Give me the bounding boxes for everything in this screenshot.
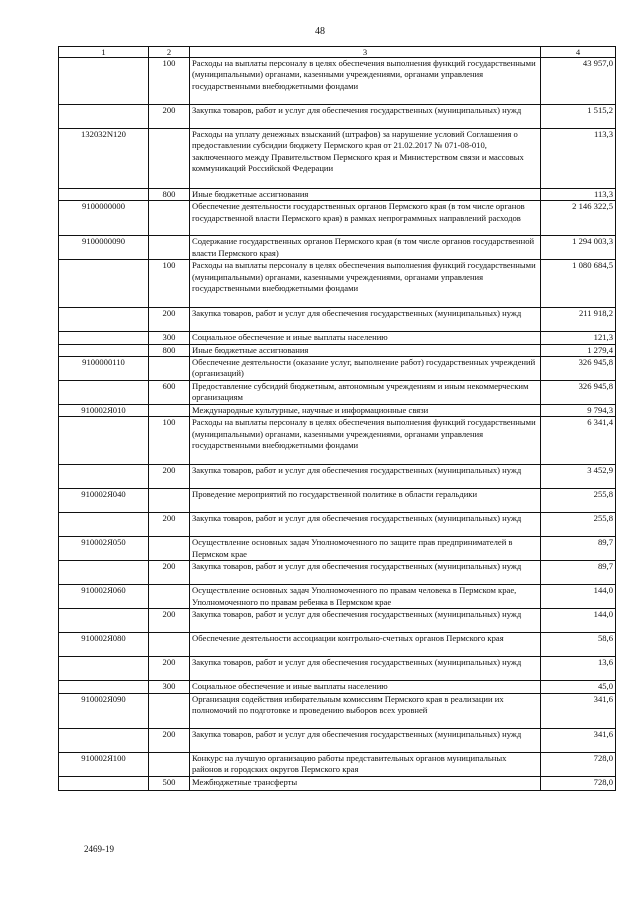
- amount-value: 43 957,0: [541, 58, 616, 105]
- target-article-code: [59, 681, 149, 693]
- expense-description: Расходы на выплаты персоналу в целях обеспечения выполнения функций государственными (муниципальными) органами, казенными учреждениями, органами управления государственными внебюджетными фондами: [190, 58, 541, 105]
- target-article-code: 9100000000: [59, 201, 149, 236]
- table-row: [59, 405, 616, 417]
- amount-value: 58,6: [541, 633, 616, 657]
- expense-description: Международные культурные, научные и информационные связи: [190, 405, 541, 417]
- expense-type-code: 300: [149, 332, 190, 344]
- table-row: [59, 561, 616, 585]
- expense-description: Закупка товаров, работ и услуг для обеспечения государственных (муниципальных) нужд: [190, 308, 541, 332]
- table-row: [59, 513, 616, 537]
- amount-value: 1 279,4: [541, 344, 616, 356]
- target-article-code: [59, 58, 149, 105]
- expense-type-code: 200: [149, 609, 190, 633]
- amount-value: 113,3: [541, 189, 616, 201]
- expense-type-code: 200: [149, 728, 190, 752]
- table-row: [59, 633, 616, 657]
- expense-description: Закупка товаров, работ и услуг для обеспечения государственных (муниципальных) нужд: [190, 513, 541, 537]
- expense-type-code: 200: [149, 308, 190, 332]
- budget-table: [58, 46, 616, 791]
- amount-value: 728,0: [541, 776, 616, 790]
- amount-value: 45,0: [541, 681, 616, 693]
- target-article-code: 910002Я100: [59, 752, 149, 776]
- amount-value: 211 918,2: [541, 308, 616, 332]
- table-row: [59, 201, 616, 236]
- column-header-4: 4: [541, 47, 616, 58]
- target-article-code: [59, 344, 149, 356]
- expense-description: Расходы на выплаты персоналу в целях обеспечения выполнения функций государственными (муниципальными) органами, казенными учреждениями, органами управления государственными внебюджетными фондами: [190, 260, 541, 308]
- target-article-code: [59, 776, 149, 790]
- amount-value: 255,8: [541, 489, 616, 513]
- table-row: [59, 58, 616, 105]
- amount-value: 341,6: [541, 728, 616, 752]
- amount-value: 89,7: [541, 561, 616, 585]
- target-article-code: 9100000110: [59, 357, 149, 381]
- target-article-code: [59, 260, 149, 308]
- expense-description: Расходы на уплату денежных взысканий (штрафов) за нарушение условий Соглашения о предоставлении субсидии бюджету Пермского края от 21.02.2017 № 071-08-010, заключенного между Правительством Пермского края и Министерством связи и массовых коммуникаций Российской Федерации: [190, 129, 541, 189]
- expense-type-code: 100: [149, 417, 190, 465]
- target-article-code: 132032N120: [59, 129, 149, 189]
- table-row: [59, 465, 616, 489]
- expense-type-code: [149, 201, 190, 236]
- expense-description: Иные бюджетные ассигнования: [190, 344, 541, 356]
- amount-value: 144,0: [541, 609, 616, 633]
- expense-description: Предоставление субсидий бюджетным, автономным учреждениям и иным некоммерческим организациям: [190, 381, 541, 405]
- expense-description: Межбюджетные трансферты: [190, 776, 541, 790]
- table-row: [59, 308, 616, 332]
- expense-type-code: 800: [149, 344, 190, 356]
- amount-value: 341,6: [541, 693, 616, 728]
- target-article-code: [59, 417, 149, 465]
- expense-type-code: [149, 693, 190, 728]
- amount-value: 1 515,2: [541, 105, 616, 129]
- expense-type-code: 200: [149, 465, 190, 489]
- table-row: [59, 260, 616, 308]
- expense-type-code: 600: [149, 381, 190, 405]
- table-row: [59, 728, 616, 752]
- expense-type-code: [149, 752, 190, 776]
- expense-type-code: 500: [149, 776, 190, 790]
- expense-description: Расходы на выплаты персоналу в целях обеспечения выполнения функций государственными (муниципальными) органами, казенными учреждениями, органами управления государственными внебюджетными фондами: [190, 417, 541, 465]
- expense-type-code: [149, 633, 190, 657]
- expense-type-code: 200: [149, 561, 190, 585]
- amount-value: 1 080 684,5: [541, 260, 616, 308]
- page-number: 48: [315, 26, 325, 37]
- table-row: [59, 681, 616, 693]
- target-article-code: 910002Я050: [59, 537, 149, 561]
- amount-value: 89,7: [541, 537, 616, 561]
- expense-type-code: [149, 236, 190, 260]
- target-article-code: 910002Я040: [59, 489, 149, 513]
- expense-description: Иные бюджетные ассигнования: [190, 189, 541, 201]
- expense-type-code: 800: [149, 189, 190, 201]
- amount-value: 121,3: [541, 332, 616, 344]
- amount-value: 326 945,8: [541, 381, 616, 405]
- column-header-2: 2: [149, 47, 190, 58]
- expense-description: Осуществление основных задач Уполномоченного по защите прав предпринимателей в Пермском крае: [190, 537, 541, 561]
- expense-description: Закупка товаров, работ и услуг для обеспечения государственных (муниципальных) нужд: [190, 465, 541, 489]
- target-article-code: 910002Я080: [59, 633, 149, 657]
- amount-value: 3 452,9: [541, 465, 616, 489]
- table-row: [59, 344, 616, 356]
- expense-type-code: [149, 405, 190, 417]
- table-row: [59, 776, 616, 790]
- document-code: 2469-19: [84, 844, 114, 854]
- target-article-code: [59, 609, 149, 633]
- expense-description: Осуществление основных задач Уполномоченного по правам человека в Пермском крае, Уполномоченного по правам ребенка в Пермском крае: [190, 585, 541, 609]
- table-row: [59, 129, 616, 189]
- table-row: [59, 417, 616, 465]
- expense-description: Закупка товаров, работ и услуг для обеспечения государственных (муниципальных) нужд: [190, 105, 541, 129]
- expense-type-code: 100: [149, 260, 190, 308]
- table-header-row: [59, 47, 616, 58]
- expense-description: Закупка товаров, работ и услуг для обеспечения государственных (муниципальных) нужд: [190, 609, 541, 633]
- amount-value: 255,8: [541, 513, 616, 537]
- expense-description: Закупка товаров, работ и услуг для обеспечения государственных (муниципальных) нужд: [190, 728, 541, 752]
- expense-description: Социальное обеспечение и иные выплаты населению: [190, 681, 541, 693]
- target-article-code: [59, 308, 149, 332]
- table-row: [59, 332, 616, 344]
- target-article-code: 910002Я060: [59, 585, 149, 609]
- expense-type-code: [149, 129, 190, 189]
- expense-type-code: 200: [149, 513, 190, 537]
- target-article-code: 910002Я090: [59, 693, 149, 728]
- amount-value: 326 945,8: [541, 357, 616, 381]
- target-article-code: 910002Я010: [59, 405, 149, 417]
- expense-type-code: 100: [149, 58, 190, 105]
- expense-description: Проведение мероприятий по государственной политике в области геральдики: [190, 489, 541, 513]
- amount-value: 6 341,4: [541, 417, 616, 465]
- expense-description: Содержание государственных органов Пермского края (в том числе органов государственной власти Пермского края): [190, 236, 541, 260]
- target-article-code: [59, 561, 149, 585]
- column-header-3: 3: [190, 47, 541, 58]
- table-row: [59, 105, 616, 129]
- table-row: [59, 585, 616, 609]
- target-article-code: [59, 657, 149, 681]
- table-row: [59, 752, 616, 776]
- column-header-1: 1: [59, 47, 149, 58]
- table-row: [59, 236, 616, 260]
- expense-description: Обеспечение деятельности (оказание услуг, выполнение работ) государственных учреждений (организаций): [190, 357, 541, 381]
- target-article-code: [59, 465, 149, 489]
- expense-type-code: [149, 357, 190, 381]
- expense-description: Социальное обеспечение и иные выплаты населению: [190, 332, 541, 344]
- table-row: [59, 609, 616, 633]
- amount-value: 1 294 003,3: [541, 236, 616, 260]
- table-row: [59, 693, 616, 728]
- expense-type-code: [149, 585, 190, 609]
- expense-type-code: [149, 537, 190, 561]
- expense-description: Организация содействия избирательным комиссиям Пермского края в реализации их полномочий по подготовке и проведению выборов всех уровней: [190, 693, 541, 728]
- expense-type-code: 300: [149, 681, 190, 693]
- amount-value: 2 146 322,5: [541, 201, 616, 236]
- target-article-code: [59, 513, 149, 537]
- table-body: [59, 58, 616, 791]
- target-article-code: [59, 189, 149, 201]
- expense-type-code: 200: [149, 105, 190, 129]
- table-row: [59, 381, 616, 405]
- expense-type-code: [149, 489, 190, 513]
- expense-description: Обеспечение деятельности ассоциации контрольно-счетных органов Пермского края: [190, 633, 541, 657]
- expense-description: Конкурс на лучшую организацию работы представительных органов муниципальных районов и городских округов Пермского края: [190, 752, 541, 776]
- table-row: [59, 357, 616, 381]
- amount-value: 113,3: [541, 129, 616, 189]
- target-article-code: [59, 332, 149, 344]
- table-row: [59, 189, 616, 201]
- table-row: [59, 489, 616, 513]
- target-article-code: [59, 381, 149, 405]
- table-row: [59, 537, 616, 561]
- amount-value: 13,6: [541, 657, 616, 681]
- amount-value: 9 794,3: [541, 405, 616, 417]
- expense-description: Закупка товаров, работ и услуг для обеспечения государственных (муниципальных) нужд: [190, 561, 541, 585]
- table-row: [59, 657, 616, 681]
- expense-description: Обеспечение деятельности государственных органов Пермского края (в том числе органов государственной власти Пермского края) в рамках непрограммных направлений расходов: [190, 201, 541, 236]
- target-article-code: [59, 105, 149, 129]
- expense-type-code: 200: [149, 657, 190, 681]
- target-article-code: 9100000090: [59, 236, 149, 260]
- amount-value: 728,0: [541, 752, 616, 776]
- target-article-code: [59, 728, 149, 752]
- amount-value: 144,0: [541, 585, 616, 609]
- expense-description: Закупка товаров, работ и услуг для обеспечения государственных (муниципальных) нужд: [190, 657, 541, 681]
